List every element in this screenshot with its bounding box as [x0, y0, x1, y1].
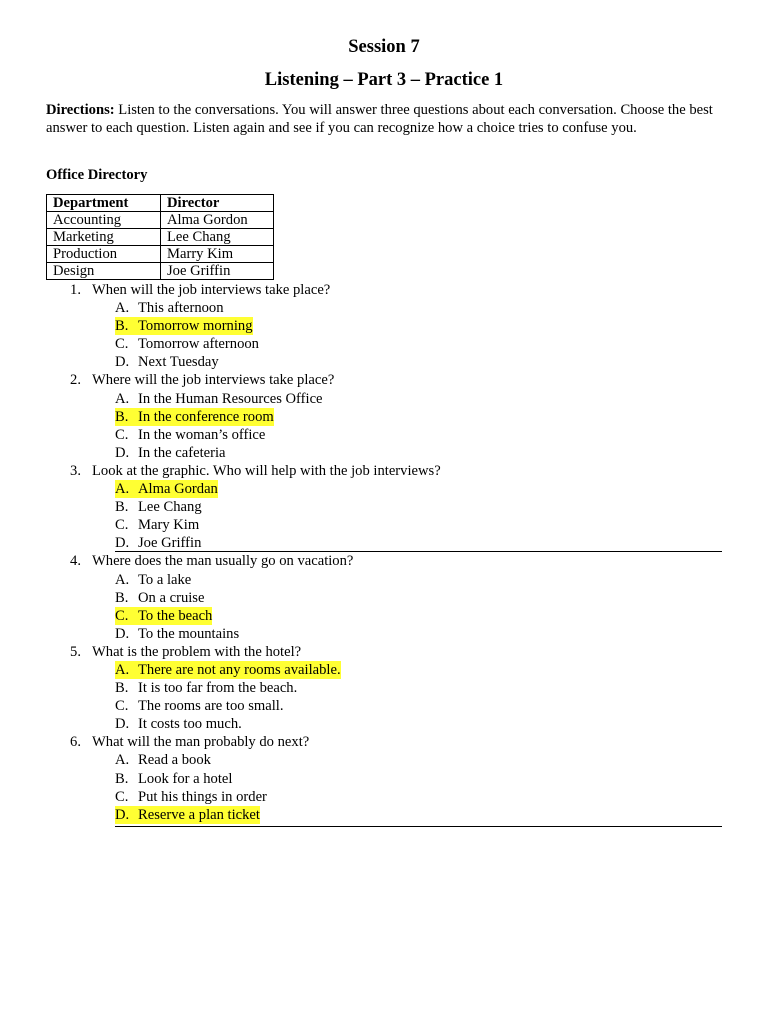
option-row — [115, 408, 274, 426]
section-divider — [115, 551, 722, 552]
option-row — [115, 534, 201, 552]
directions-text: Listen to the conversations. You will answer three questions about each conversation. Choose the best answer to each question. Listen again and see if you can recognize how a choice tries to confuse you. — [46, 102, 713, 136]
option-row — [115, 571, 191, 589]
option-letter: B. — [115, 770, 129, 787]
option-letter: B. — [115, 408, 129, 425]
option-letter: B. — [115, 589, 129, 606]
option-text: Lee Chang — [138, 499, 202, 516]
question-item — [0, 462, 768, 480]
option-text: Next Tuesday — [138, 354, 219, 371]
department-cell: Accounting — [47, 212, 161, 229]
option-letter: D. — [115, 444, 130, 461]
question-item — [0, 733, 768, 751]
option-row — [115, 390, 323, 408]
option-letter: C. — [115, 698, 129, 715]
answer-option — [0, 679, 768, 697]
option-letter: A. — [115, 481, 130, 498]
question-text: Look at the graphic. Who will help with the job interviews? — [92, 462, 441, 479]
answer-option — [0, 788, 768, 806]
option-letter: D. — [115, 625, 130, 642]
option-letter: C. — [115, 336, 129, 353]
option-letter: B. — [115, 499, 129, 516]
option-letter: B. — [115, 680, 129, 697]
question-item — [0, 552, 768, 570]
question-text: Where does the man usually go on vacation? — [92, 553, 354, 570]
question-text: What will the man probably do next? — [92, 734, 310, 751]
office-directory-heading: Office Directory — [46, 167, 148, 183]
answer-option — [0, 335, 768, 353]
option-text: This afternoon — [138, 300, 224, 317]
option-letter: B. — [115, 318, 129, 335]
option-text: Tomorrow morning — [138, 318, 253, 335]
option-text: On a cruise — [138, 589, 205, 606]
option-text: In the woman’s office — [138, 426, 266, 443]
option-row — [115, 335, 259, 353]
option-row — [115, 715, 242, 733]
option-row — [115, 697, 284, 715]
answer-option — [0, 625, 768, 643]
department-cell: Production — [47, 246, 161, 263]
option-text: The rooms are too small. — [138, 698, 284, 715]
department-cell: Marketing — [47, 229, 161, 246]
option-text: Look for a hotel — [138, 770, 233, 787]
option-text: Read a book — [138, 752, 211, 769]
director-cell: Marry Kim — [161, 246, 274, 263]
option-letter: C. — [115, 517, 129, 534]
option-text: To the beach — [138, 607, 213, 624]
question-item — [0, 281, 768, 299]
option-text: Mary Kim — [138, 517, 200, 534]
option-row — [115, 751, 211, 769]
option-row — [115, 806, 260, 824]
option-text: Reserve a plan ticket — [138, 806, 260, 823]
option-row — [115, 625, 239, 643]
option-text: Put his things in order — [138, 788, 267, 805]
option-letter: A. — [115, 752, 130, 769]
answer-option — [0, 516, 768, 534]
option-row — [115, 317, 253, 335]
option-text: Alma Gordan — [138, 481, 218, 498]
option-text: To a lake — [138, 571, 192, 588]
session-title: Session 7 — [348, 37, 420, 57]
option-row — [115, 589, 204, 607]
department-cell: Design — [47, 263, 161, 280]
option-letter: A. — [115, 661, 130, 678]
option-text: In the conference room — [138, 408, 274, 425]
option-text: It is too far from the beach. — [138, 680, 298, 697]
page-title: Listening – Part 3 – Practice 1 — [264, 70, 504, 90]
question-number: 5. — [70, 643, 81, 660]
option-row — [115, 353, 219, 371]
option-letter: D. — [115, 806, 130, 823]
option-text: In the cafeteria — [138, 444, 226, 461]
question-number: 3. — [70, 462, 81, 479]
table-row — [47, 246, 274, 263]
option-letter: A. — [115, 390, 130, 407]
question-number: 4. — [70, 553, 81, 570]
table-row — [47, 263, 274, 280]
answer-option — [0, 353, 768, 371]
option-text: It costs too much. — [138, 716, 242, 733]
answer-option — [0, 498, 768, 516]
option-row — [115, 661, 341, 679]
director-cell: Lee Chang — [161, 229, 274, 246]
director-cell: Alma Gordon — [161, 212, 274, 229]
option-row — [115, 498, 202, 516]
answer-option-highlighted — [0, 607, 768, 625]
question-number: 1. — [70, 282, 81, 298]
answer-option — [0, 715, 768, 733]
answer-option — [0, 697, 768, 715]
option-row — [115, 444, 226, 462]
section-divider — [115, 826, 722, 827]
office-directory-table — [46, 194, 274, 280]
option-row — [115, 516, 199, 534]
option-row — [115, 770, 232, 788]
option-letter: C. — [115, 607, 129, 624]
option-row — [115, 299, 224, 317]
option-row — [115, 426, 265, 444]
option-letter: C. — [115, 788, 129, 805]
option-row — [115, 788, 267, 806]
answer-option — [0, 751, 768, 769]
option-row — [115, 679, 297, 697]
answer-option-highlighted — [0, 317, 768, 335]
answer-option — [0, 534, 768, 552]
answer-option — [0, 444, 768, 462]
answer-option — [0, 770, 768, 788]
option-letter: D. — [115, 354, 130, 371]
option-text: There are not any rooms available. — [138, 661, 341, 678]
answer-option-highlighted — [0, 408, 768, 426]
answer-option — [0, 571, 768, 589]
question-text: Where will the job interviews take place? — [92, 372, 335, 389]
question-text: When will the job interviews take place? — [92, 282, 331, 298]
question-list — [0, 281, 768, 824]
table-row — [47, 229, 274, 246]
question-number: 2. — [70, 372, 81, 389]
answer-option-highlighted — [0, 480, 768, 498]
table-header-row — [47, 195, 274, 212]
option-letter: C. — [115, 426, 129, 443]
question-item — [0, 371, 768, 389]
option-letter: A. — [115, 571, 130, 588]
option-letter: A. — [115, 300, 130, 317]
option-row — [115, 480, 218, 498]
answer-option-highlighted — [0, 806, 768, 824]
directions-paragraph — [46, 101, 718, 137]
option-text: In the Human Resources Office — [138, 390, 323, 407]
question-text: What is the problem with the hotel? — [92, 643, 302, 660]
answer-option — [0, 390, 768, 408]
option-letter: D. — [115, 535, 130, 552]
table-row — [47, 212, 274, 229]
answer-option — [0, 589, 768, 607]
question-number: 6. — [70, 734, 81, 751]
column-header-director: Director — [161, 195, 274, 212]
option-text: Tomorrow afternoon — [138, 336, 259, 353]
option-text: To the mountains — [138, 625, 240, 642]
question-item — [0, 643, 768, 661]
answer-option-highlighted — [0, 661, 768, 679]
answer-option — [0, 299, 768, 317]
option-text: Joe Griffin — [138, 535, 202, 552]
column-header-department: Department — [47, 195, 161, 212]
director-cell: Joe Griffin — [161, 263, 274, 280]
directions-label: Directions: — [46, 102, 115, 118]
answer-option — [0, 426, 768, 444]
option-row — [115, 607, 212, 625]
option-letter: D. — [115, 716, 130, 733]
